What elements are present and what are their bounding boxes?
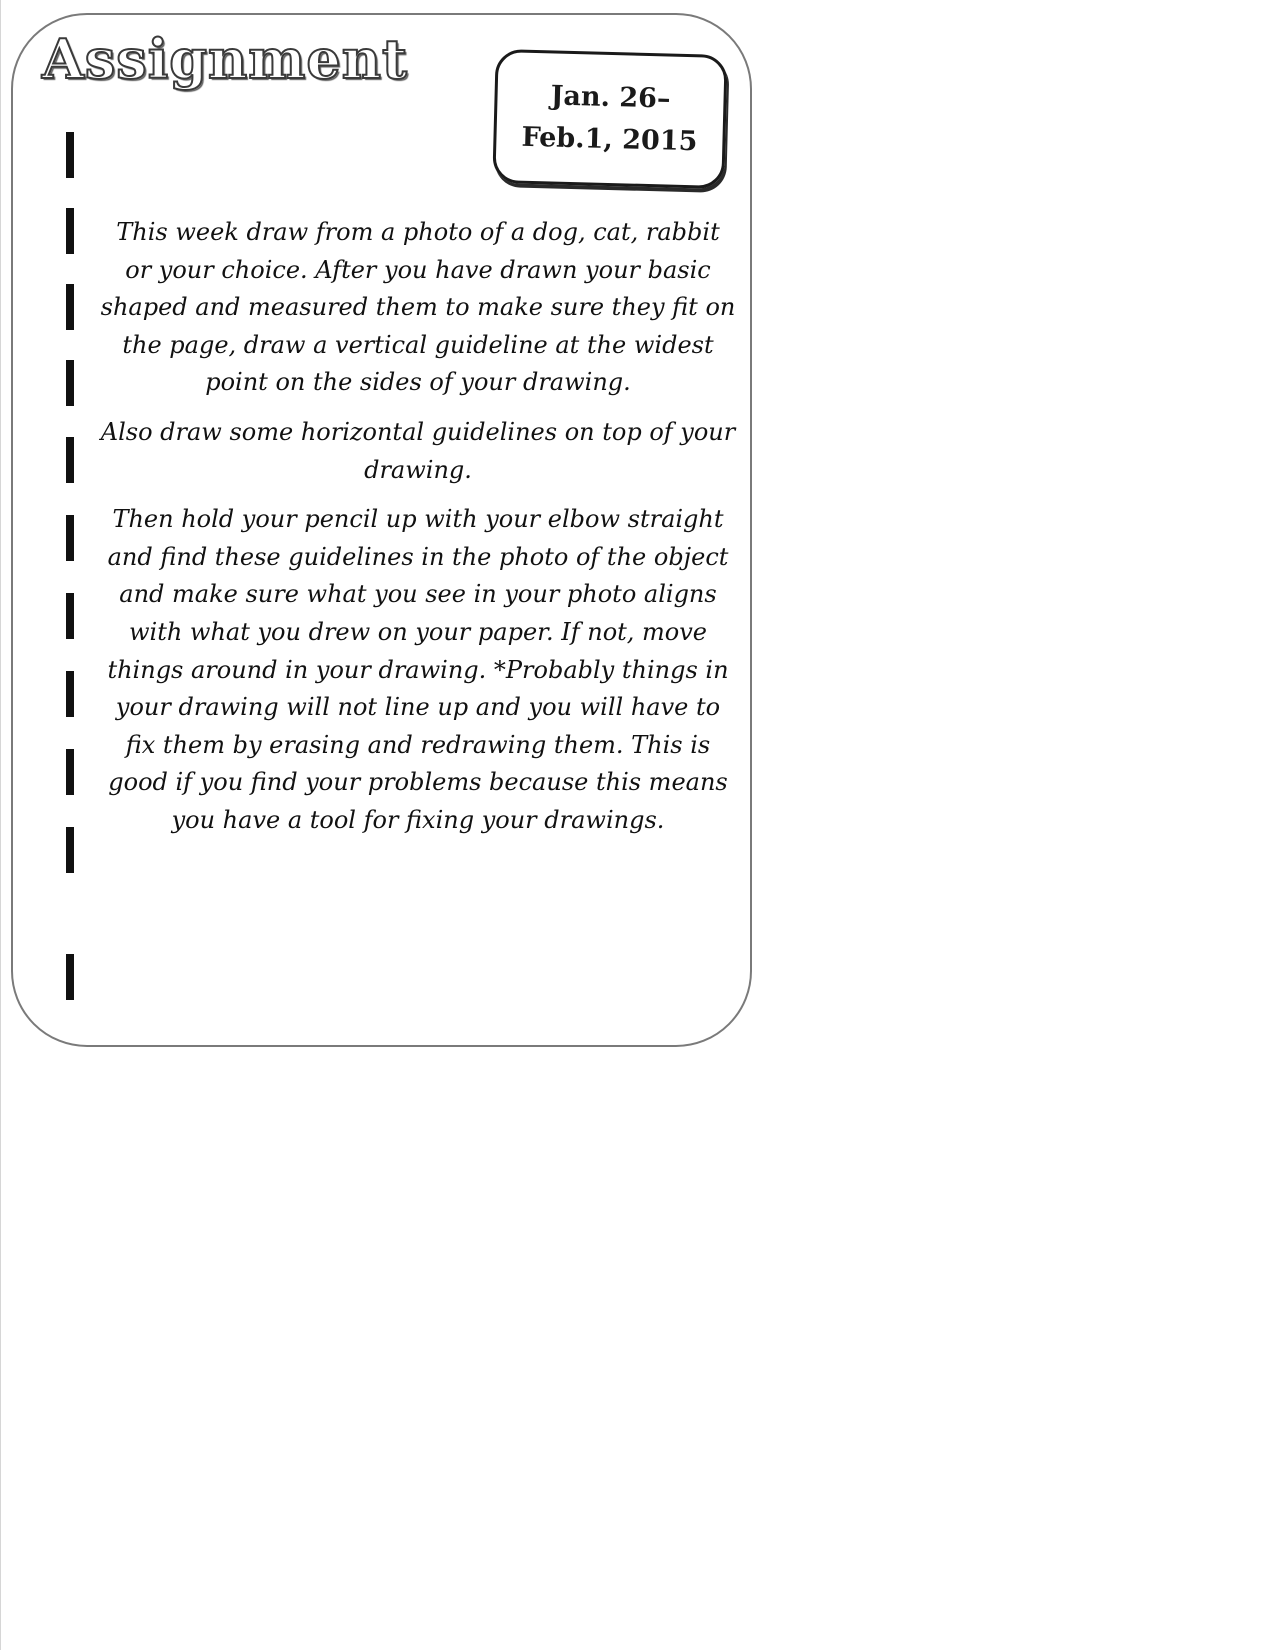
divider-dash <box>66 515 74 561</box>
assignment-title: Assignment <box>42 27 408 91</box>
divider-dash <box>66 360 74 406</box>
divider-dash <box>66 593 74 639</box>
divider-dash <box>66 208 74 254</box>
divider-dash <box>66 284 74 330</box>
date-line-start: Jan. 26– <box>550 80 671 115</box>
date-badge <box>492 49 727 189</box>
divider-dash <box>66 827 74 873</box>
divider-dash <box>66 132 74 178</box>
dashed-divider <box>66 132 74 1002</box>
divider-dash <box>66 954 74 1000</box>
date-line-end: Feb.1, 2015 <box>521 121 698 158</box>
divider-dash <box>66 437 74 483</box>
instruction-paragraph-1: This week draw from a photo of a dog, cat, rabbit or your choice. After you have drawn your basic shaped and measured them to make sure they fit on the page, draw a vertical guideline at the widest point on the sides of your drawing. <box>100 218 736 397</box>
instruction-paragraph-3: Then hold your pencil up with your elbow straight and find these guidelines in the photo of the object and make sure what you see in your photo aligns with what you drew on your paper. If not, move things around in your drawing. *Probably things in your drawing will not line up and you will have to fix them by erasing and redrawing them. This is good if you find your problems because this means you have a tool for fixing your drawings. <box>107 505 729 834</box>
divider-dash <box>66 749 74 795</box>
divider-dash <box>66 671 74 717</box>
instruction-paragraph-2: Also draw some horizontal guidelines on top of your drawing. <box>100 417 736 484</box>
assignment-instructions <box>100 214 736 852</box>
